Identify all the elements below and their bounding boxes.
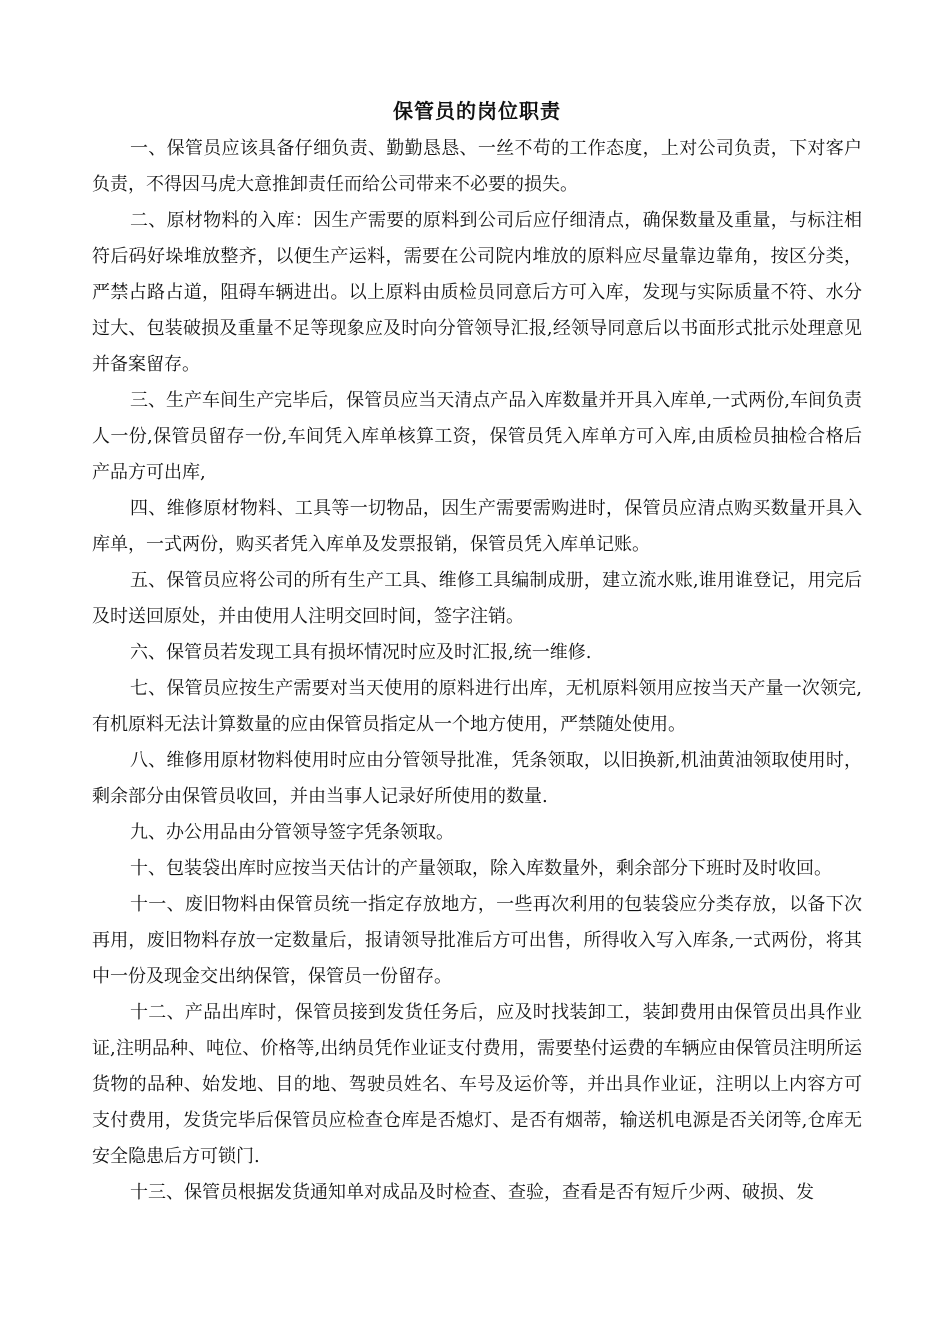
paragraph-12: 十二、产品出库时，保管员接到发货任务后，应及时找装卸工，装卸费用由保管员出具作业证,注明品种、吨位、价格等,出纳员凭作业证支付费用，需要垫付运费的车辆应由保管员注明所运货物的品种、始发地、目的地、驾驶员姓名、车号及运价等，并出具作业证，注明以上内容方可支付费用，发货完毕后保管员应检查仓库是否熄灯、是否有烟蒂，输送机电源是否关闭等,仓库无安全隐患后方可锁门.: [92, 1002, 862, 1167]
paragraph-2: 二、原材物料的入库：因生产需要的原料到公司后应仔细清点，确保数量及重量，与标注相符后码好垛堆放整齐，以便生产运料，需要在公司院内堆放的原料应尽量靠边靠角，按区分类，严禁占路占道，阻碍车辆进出。以上原料由质检员同意后方可入库，发现与实际质量不符、水分过大、包装破损及重量不足等现象应及时向分管领导汇报,经领导同意后以书面形式批示处理意见并备案留存。: [92, 210, 862, 375]
paragraph-5: 五、保管员应将公司的所有生产工具、维修工具编制成册，建立流水账,谁用谁登记，用完后及时送回原处，并由使用人注明交回时间，签字注销。: [92, 570, 862, 627]
paragraph-6: 六、保管员若发现工具有损坏情况时应及时汇报,统一维修.: [130, 642, 592, 663]
paragraph-13: 十三、保管员根据发货通知单对成品及时检查、查验，查看是否有短斤少两、破损、发: [130, 1182, 814, 1203]
paragraph-11: 十一、废旧物料由保管员统一指定存放地方，一些再次利用的包装袋应分类存放，以备下次再用，废旧物料存放一定数量后，报请领导批准后方可出售，所得收入写入库条,一式两份，将其中一份及现金交出纳保管，保管员一份留存。: [92, 894, 862, 987]
document-page: [92, 95, 862, 1211]
paragraph-9: 九、办公用品由分管领导签字凭条领取。: [130, 822, 454, 843]
paragraph-10: 十、包装袋出库时应按当天估计的产量领取，除入库数量外，剩余部分下班时及时收回。: [130, 858, 832, 879]
document-title: 保管员的岗位职责: [393, 99, 561, 123]
paragraph-1: 一、保管员应该具备仔细负责、勤勤恳恳、一丝不苟的工作态度，上对公司负责，下对客户负责，不得因马虎大意推卸责任而给公司带来不必要的损失。: [92, 138, 862, 195]
paragraph-4: 四、维修原材物料、工具等一切物品，因生产需要需购进时，保管员应清点购买数量开具入库单，一式两份，购买者凭入库单及发票报销，保管员凭入库单记账。: [92, 498, 862, 555]
paragraph-8: 八、维修用原材物料使用时应由分管领导批准，凭条领取，以旧换新,机油黄油领取使用时，剩余部分由保管员收回，并由当事人记录好所使用的数量.: [92, 750, 862, 807]
paragraph-7: 七、保管员应按生产需要对当天使用的原料进行出库，无机原料领用应按当天产量一次领完,有机原料无法计算数量的应由保管员指定从一个地方使用，严禁随处使用。: [92, 678, 862, 735]
paragraph-3: 三、生产车间生产完毕后，保管员应当天清点产品入库数量并开具入库单,一式两份,车间负责人一份,保管员留存一份,车间凭入库单核算工资，保管员凭入库单方可入库,由质检员抽检合格后产品方可出库,: [92, 390, 862, 483]
